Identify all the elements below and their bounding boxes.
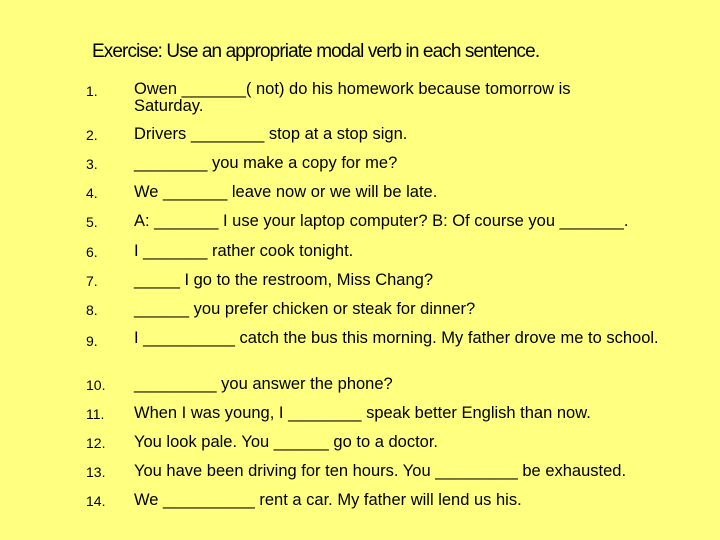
item-number: 5.	[86, 214, 98, 230]
item-number: 12.	[86, 435, 106, 451]
item-number: 10.	[86, 377, 106, 393]
item-number: 13.	[86, 464, 106, 480]
item-sentence: _____ I go to the restroom, Miss Chang?	[134, 271, 433, 289]
exercise-title: Exercise: Use an appropriate modal verb in each sentence.	[92, 41, 540, 62]
item-number: 1.	[86, 83, 98, 99]
item-sentence: ______ you prefer chicken or steak for dinner?	[134, 300, 476, 318]
item-number: 8.	[86, 302, 98, 318]
item-sentence: Drivers ________ stop at a stop sign.	[134, 125, 408, 143]
item-sentence: _________ you answer the phone?	[134, 375, 393, 393]
item-sentence: I __________ catch the bus this morning. My father drove me to school.	[134, 329, 659, 347]
item-sentence: We _______ leave now or we will be late.	[134, 183, 438, 201]
item-number: 14.	[86, 493, 106, 509]
item-number: 6.	[86, 244, 98, 260]
item-number: 2.	[86, 127, 98, 143]
item-sentence: We __________ rent a car. My father will lend us his.	[134, 491, 522, 509]
item-sentence: ________ you make a copy for me?	[134, 154, 398, 172]
item-number: 11.	[86, 406, 105, 422]
item-number: 4.	[86, 185, 98, 201]
item-sentence: You have been driving for ten hours. You _________ be exhausted.	[134, 462, 627, 480]
item-sentence: When I was young, I ________ speak better English than now.	[134, 404, 591, 422]
item-sentence: I _______ rather cook tonight.	[134, 242, 354, 260]
item-number: 3.	[86, 156, 98, 172]
item-number: 9.	[86, 333, 98, 349]
item-sentence: A: _______ I use your laptop computer? B: Of course you _______.	[134, 212, 629, 230]
item-number: 7.	[86, 273, 98, 289]
item-sentence: You look pale. You ______ go to a doctor.	[134, 433, 438, 451]
item-sentence: Owen _______( not) do his homework because tomorrow is Saturday.	[134, 80, 571, 115]
